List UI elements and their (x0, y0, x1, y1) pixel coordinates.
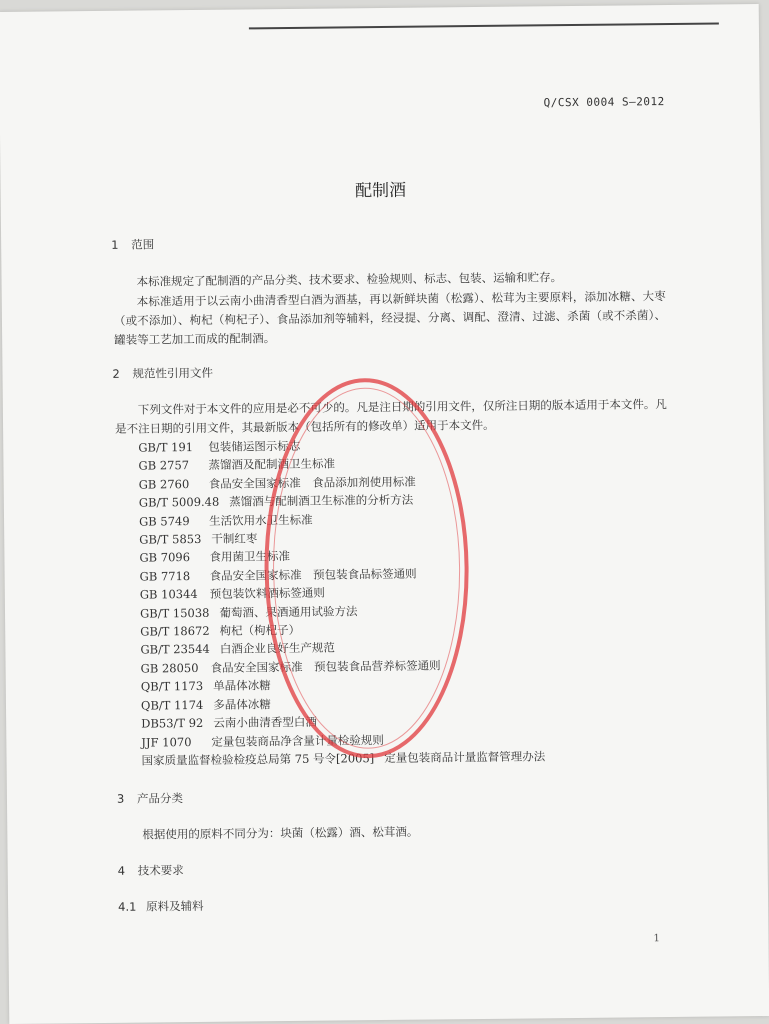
reference-title: 白酒企业良好生产规范 (219, 640, 335, 657)
reference-title: 食品安全国家标准 食品添加剂使用标准 (208, 474, 416, 491)
reference-code: GB 7096 (139, 550, 191, 566)
document-page (0, 4, 769, 1024)
reference-code: GB 5749 (138, 513, 190, 529)
section-number: 3 (116, 791, 125, 806)
reference-title: 干制红枣 (211, 531, 258, 546)
paragraph: 本标准规定了配制酒的产品分类、技术要求、检验规则、标志、包装、运输和贮存。 (136, 270, 563, 289)
paragraph: 根据使用的原料不同分为：块菌（松露）酒、松茸酒。 (142, 824, 419, 842)
section-number: 4 (117, 863, 126, 878)
section-number: 4.1 (118, 899, 137, 914)
reference-code: QB/T 1173 (140, 679, 204, 694)
section-heading-4 (118, 862, 184, 879)
reference-title: 定量包装商品净含量计量检验规则 (211, 732, 384, 749)
reference-code: GB 28050 (140, 660, 199, 676)
reference-title: 蒸馏酒及配制酒卫生标准 (208, 456, 336, 473)
reference-code: GB/T 191 (138, 439, 194, 455)
page-number: 1 (653, 933, 660, 945)
reference-code: GB/T 15038 (139, 605, 210, 621)
reference-code: JJF 1070 (141, 734, 192, 750)
section-title: 技术要求 (137, 863, 184, 878)
section-title: 规范性引用文件 (132, 365, 214, 381)
reference-code: GB 2757 (138, 458, 190, 473)
reference-item (141, 747, 545, 770)
paragraph: 下列文件对于本文件的应用是必不可少的。凡是注日期的引用文件，仅所注日期的版本适用于本文件。凡是不注日期的引用文件，其最新版本（包括所有的修改单）适用于本文件。 (115, 397, 667, 436)
section-heading-3 (117, 790, 183, 807)
reference-code: 国家质量监督检验检疫总局第 75 号令[2005] (141, 751, 375, 768)
reference-code: GB/T 23544 (140, 642, 210, 658)
document-title: 配制酒 (355, 180, 407, 202)
subsection-heading-4-1 (118, 898, 204, 915)
reference-title: 云南小曲清香型白酒 (213, 714, 317, 730)
reference-title: 食用菌卫生标准 (209, 549, 291, 565)
reference-code: GB 7718 (139, 568, 191, 584)
reference-list (138, 434, 545, 770)
standard-code: Q/CSX 0004 S—2012 (543, 95, 665, 110)
reference-title: 葡萄酒、果酒通用试验方法 (219, 603, 358, 620)
reference-code: QB/T 1174 (140, 697, 204, 713)
reference-code: GB/T 5009.48 (138, 494, 220, 510)
reference-title: 蒸馏酒与配制酒卫生标准的分析方法 (229, 492, 414, 509)
reference-title: 多晶体冰糖 (213, 696, 271, 712)
section-number: 1 (111, 237, 119, 252)
reference-title: 食品安全国家标准 预包装食品标签通则 (209, 566, 417, 583)
section-number: 2 (112, 366, 120, 381)
reference-title: 定量包装商品计量监督管理办法 (384, 749, 546, 765)
reference-title: 单晶体冰糖 (213, 678, 271, 694)
reference-code: GB 10344 (139, 587, 198, 602)
paragraph: 本标准适用于以云南小曲清香型白酒为酒基，再以新鲜块菌（松露）、松茸为主要原料，添加冰糖、大枣（或不添加）、枸杞（枸杞子）、食品添加剂等辅料，经浸提、分离、调配、澄清、过滤、杀菌（或不杀菌）、罐装等工艺加工而成的配制酒。 (113, 289, 667, 347)
reference-code: DB53/T 92 (141, 715, 204, 731)
reference-title: 枸杞（枸杞子） (219, 622, 301, 638)
section-title: 产品分类 (136, 791, 184, 806)
reference-code: GB/T 18672 (140, 623, 210, 639)
reference-title: 包装储运图示标志 (208, 438, 301, 454)
reference-code: GB 2760 (138, 476, 190, 492)
section-heading-1 (111, 236, 154, 252)
reference-title: 食品安全国家标准 预包装食品营养标签通则 (210, 658, 441, 675)
section-heading-2 (112, 365, 213, 382)
reference-title: 预包装饮料酒标签通则 (209, 585, 325, 602)
reference-code: GB/T 5853 (139, 531, 202, 547)
reference-title: 生活饮用水卫生标准 (208, 512, 313, 528)
top-rule (249, 22, 719, 29)
section-title: 范围 (131, 237, 155, 252)
section-title: 原料及辅料 (146, 898, 204, 914)
